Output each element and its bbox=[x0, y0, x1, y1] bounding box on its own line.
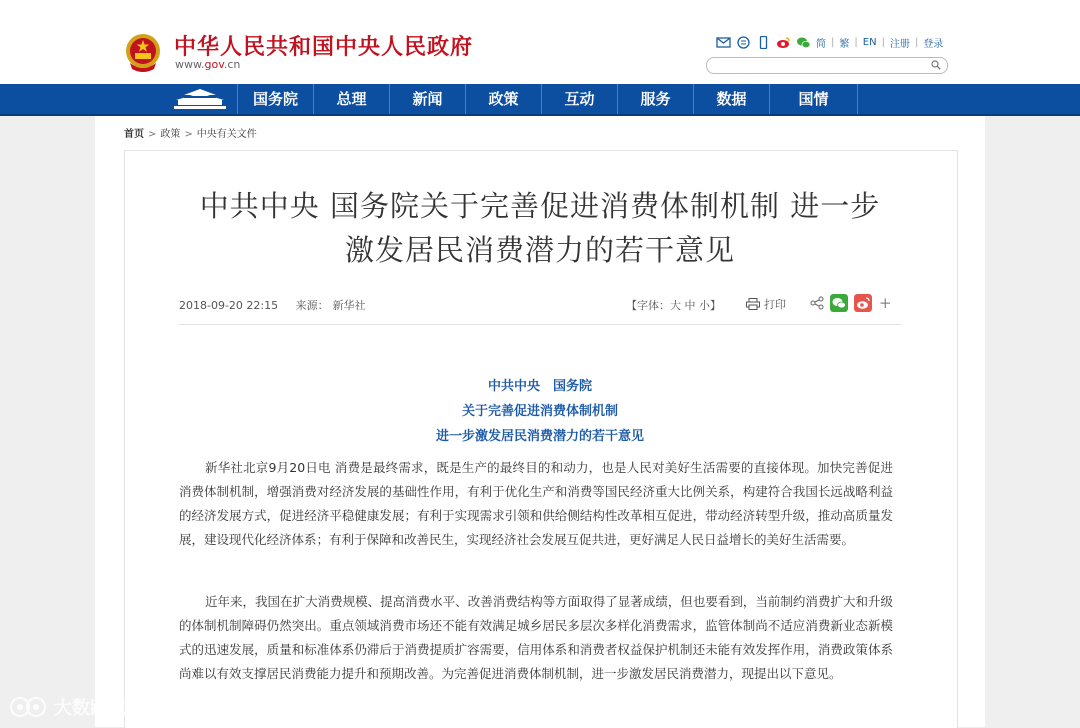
article-paragraph: 近年来，我国在扩大消费规模、提高消费水平、改善消费结构等方面取得了显著成绩，但也要看到，当前制约消费扩大和升级的体制机制障碍仍然突出。重点领域消费市场还不能有效满足城乡居民多层次多样化消费需求，监管体制尚不适应消费新业态新模式的迅速发展，质量和标准体系仍滞后于消费提质扩容需要，信用体系和消费者权益保护机制还未能有效发挥作用，消费政策体系尚难以有效支撑居民消费能力提升和预期改善。为完善促进消费体制机制，进一步激发居民消费潜力，现提出以下意见。 bbox=[179, 594, 893, 681]
login-link[interactable]: 登录 bbox=[923, 38, 944, 50]
breadcrumb-policy[interactable]: 政策 bbox=[160, 129, 181, 140]
national-emblem-icon[interactable] bbox=[124, 33, 162, 73]
breadcrumb-central-docs[interactable]: 中央有关文件 bbox=[196, 129, 257, 140]
search-icon[interactable] bbox=[931, 60, 941, 70]
header-tools bbox=[716, 34, 943, 50]
nav-national-conditions[interactable]: 国情 bbox=[769, 84, 858, 114]
nav-interaction[interactable]: 互动 bbox=[541, 84, 617, 114]
mobile-icon[interactable] bbox=[756, 36, 771, 49]
source-name: 新华社 bbox=[332, 299, 366, 312]
wechat-icon[interactable] bbox=[796, 36, 811, 49]
separator: | bbox=[914, 36, 919, 48]
article-paragraph: 新华社北京9月20日电 消费是最终需求，既是生产的最终目的和动力，也是人民对美好生活需要的直接体现。加快完善促进消费体制机制，增强消费对经济发展的基础性作用，有利于优化生产和消费等国民经济重大比例关系，构建符合我国长远战略利益的经济发展方式，促进经济平稳健康发展；有利于实现需求引领和供给侧结构性改革相互促进，带动经济转型升级，推动高质量发展，建设现代化经济体系；有利于保障和改善民生，实现经济社会发展互促共进，更好满足人民日益增长的美好生活需要。 bbox=[179, 460, 893, 547]
wechat-share-icon[interactable] bbox=[830, 294, 848, 312]
tiananmen-home-icon[interactable] bbox=[166, 84, 236, 114]
print-button[interactable]: 打印 bbox=[746, 296, 786, 312]
separator: | bbox=[831, 36, 835, 48]
register-link[interactable]: 注册 bbox=[889, 38, 910, 50]
nav-news[interactable]: 新闻 bbox=[389, 84, 465, 114]
message-icon[interactable] bbox=[736, 36, 751, 49]
source-label: 来源： bbox=[295, 299, 329, 312]
search-input[interactable] bbox=[706, 57, 948, 74]
separator: | bbox=[881, 36, 885, 48]
share-icon[interactable] bbox=[810, 296, 824, 310]
breadcrumb-home[interactable]: 首页 bbox=[124, 129, 144, 140]
watermark-logo-icon bbox=[10, 696, 50, 718]
main-nav bbox=[0, 84, 1080, 116]
nav-services[interactable]: 服务 bbox=[617, 84, 693, 114]
weibo-share-icon[interactable] bbox=[854, 294, 872, 312]
document-subtitle: 进一步激发居民消费潜力的若干意见 bbox=[435, 429, 644, 444]
publish-date: 2018-09-20 22:15 bbox=[179, 299, 279, 312]
font-size-control[interactable]: 【字体：大 中 小】 bbox=[626, 299, 721, 312]
site-header bbox=[0, 0, 1080, 84]
chevron-right-icon: > bbox=[148, 129, 157, 140]
site-title[interactable]: 中华人民共和国中央人民政府 bbox=[174, 35, 474, 60]
nav-policy[interactable]: 政策 bbox=[465, 84, 541, 114]
divider bbox=[179, 324, 901, 325]
nav-state-council[interactable]: 国务院 bbox=[237, 84, 313, 114]
nav-premier[interactable]: 总理 bbox=[313, 84, 389, 114]
share-bar bbox=[810, 294, 892, 312]
document-subtitle: 中共中央 国务院 bbox=[487, 379, 592, 394]
watermark: 大数跨境 bbox=[10, 694, 126, 720]
weibo-icon[interactable] bbox=[776, 36, 791, 49]
traditional-link[interactable]: 繁 bbox=[839, 38, 850, 50]
site-url[interactable]: www.gov.cn bbox=[175, 58, 241, 71]
chevron-right-icon: > bbox=[184, 129, 193, 140]
separator: | bbox=[854, 36, 858, 48]
article-title: 中共中央 国务院关于完善促进消费体制机制 进一步 激发居民消费潜力的若干意见 bbox=[199, 189, 881, 267]
nav-data[interactable]: 数据 bbox=[693, 84, 769, 114]
mail-icon[interactable] bbox=[716, 36, 731, 49]
document-subtitle: 关于完善促进消费体制机制 bbox=[461, 404, 618, 419]
more-share-icon[interactable]: + bbox=[879, 294, 892, 312]
simplified-link[interactable]: 简 bbox=[816, 38, 826, 50]
printer-icon bbox=[746, 298, 760, 310]
breadcrumb bbox=[124, 125, 257, 140]
article-meta bbox=[179, 297, 366, 313]
english-link[interactable]: EN bbox=[862, 36, 877, 48]
